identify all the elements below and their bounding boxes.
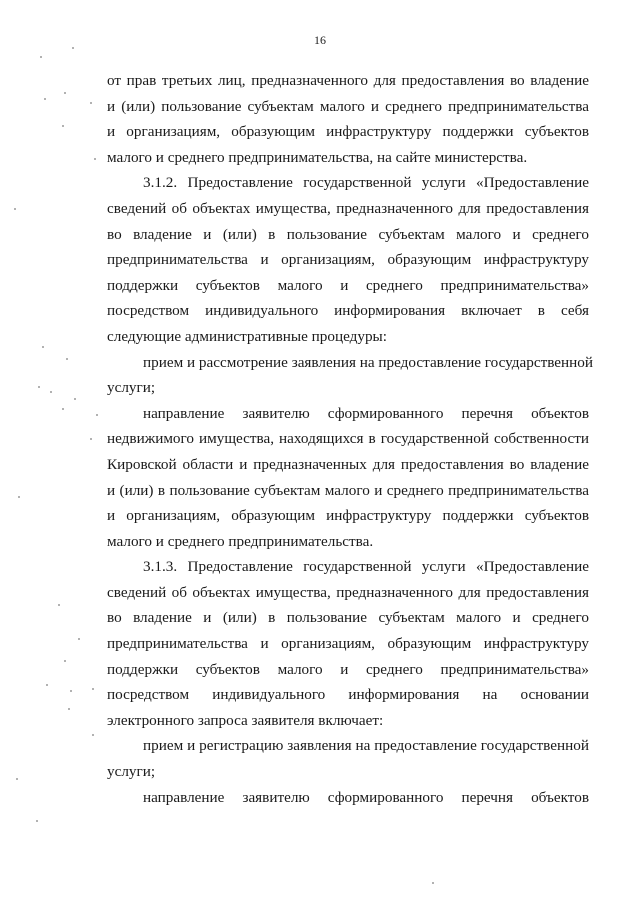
- scan-speck: [92, 734, 94, 736]
- text-line: от прав третьих лиц, предназначенного для предоставления во владение: [107, 72, 589, 89]
- text-line: и организациям, образующим инфраструктуру поддержки субъектов: [107, 123, 589, 141]
- scan-speck: [90, 102, 92, 104]
- text-line: сведений об объектах имущества, предназначенного для предоставления: [107, 583, 589, 601]
- scan-speck: [62, 408, 64, 410]
- text-line: поддержки субъектов малого и среднего предпринимательства»: [107, 660, 589, 678]
- text-line: предпринимательства и организациям, образующим инфраструктуру: [107, 251, 589, 269]
- scan-speck: [50, 391, 52, 393]
- document-body: [107, 68, 594, 810]
- text-line: недвижимого имущества, находящихся в государственной собственности: [107, 430, 589, 448]
- text-line: услуги;: [107, 379, 156, 397]
- scan-speck: [432, 882, 434, 884]
- scan-speck: [40, 56, 42, 58]
- scan-speck: [62, 125, 64, 127]
- text-line: направление заявителю сформированного перечня объектов: [143, 788, 589, 806]
- scan-speck: [16, 778, 18, 780]
- text-line: малого и среднего предпринимательства.: [107, 532, 374, 550]
- text-line: следующие административные процедуры:: [107, 327, 387, 345]
- text-line: поддержки субъектов малого и среднего предпринимательства»: [107, 276, 589, 294]
- scan-speck: [68, 708, 70, 710]
- text-line: электронного запроса заявителя включает:: [107, 711, 384, 729]
- text-line: малого и среднего предпринимательства, на сайте министерства.: [107, 148, 528, 166]
- scan-speck: [38, 386, 40, 388]
- text-line: и (или) пользование субъектам малого и среднего предпринимательства: [107, 97, 589, 115]
- text-line: Кировской области и предназначенных для предоставления во владение: [107, 455, 589, 473]
- scan-speck: [72, 47, 74, 49]
- text-line: прием и рассмотрение заявления на предоставление государственной: [143, 353, 594, 371]
- text-line: и (или) в пользование субъектам малого и среднего предпринимательства: [107, 481, 589, 499]
- scan-speck: [36, 820, 38, 822]
- text-line: прием и регистрацию заявления на предоставление государственной: [143, 737, 589, 755]
- text-line: сведений об объектах имущества, предназначенного для предоставления: [107, 199, 589, 217]
- scan-speck: [44, 98, 46, 100]
- scan-speck: [58, 604, 60, 606]
- scan-speck: [92, 688, 94, 690]
- scan-speck: [90, 438, 92, 440]
- scan-speck: [94, 158, 96, 160]
- scan-speck: [64, 660, 66, 662]
- text-line: предпринимательства и организациям, образующим инфраструктуру: [107, 635, 589, 653]
- scan-speck: [78, 638, 80, 640]
- text-line: 3.1.2. Предоставление государственной услуги «Предоставление: [143, 174, 589, 192]
- text-line: посредством индивидуального информирования включает в себя: [107, 302, 589, 320]
- scan-speck: [70, 690, 72, 692]
- text-line: посредством индивидуального информирования на основании: [107, 686, 589, 704]
- text-line: направление заявителю сформированного перечня объектов: [143, 404, 589, 422]
- scan-speck: [14, 208, 16, 210]
- scan-speck: [66, 358, 68, 360]
- scan-speck: [74, 398, 76, 400]
- page-number: 16: [314, 33, 326, 47]
- text-line: и организациям, образующим инфраструктуру поддержки субъектов: [107, 507, 589, 525]
- text-line: услуги;: [107, 763, 156, 781]
- text-line: 3.1.3. Предоставление государственной услуги «Предоставление: [143, 558, 589, 576]
- text-line: во владение и (или) в пользование субъектам малого и среднего: [107, 609, 589, 627]
- scan-speck: [64, 92, 66, 94]
- scan-speck: [18, 496, 20, 498]
- scan-speck: [46, 684, 48, 686]
- scan-speck: [96, 414, 98, 416]
- text-line: во владение и (или) в пользование субъектам малого и среднего: [107, 225, 589, 243]
- scan-speck: [42, 346, 44, 348]
